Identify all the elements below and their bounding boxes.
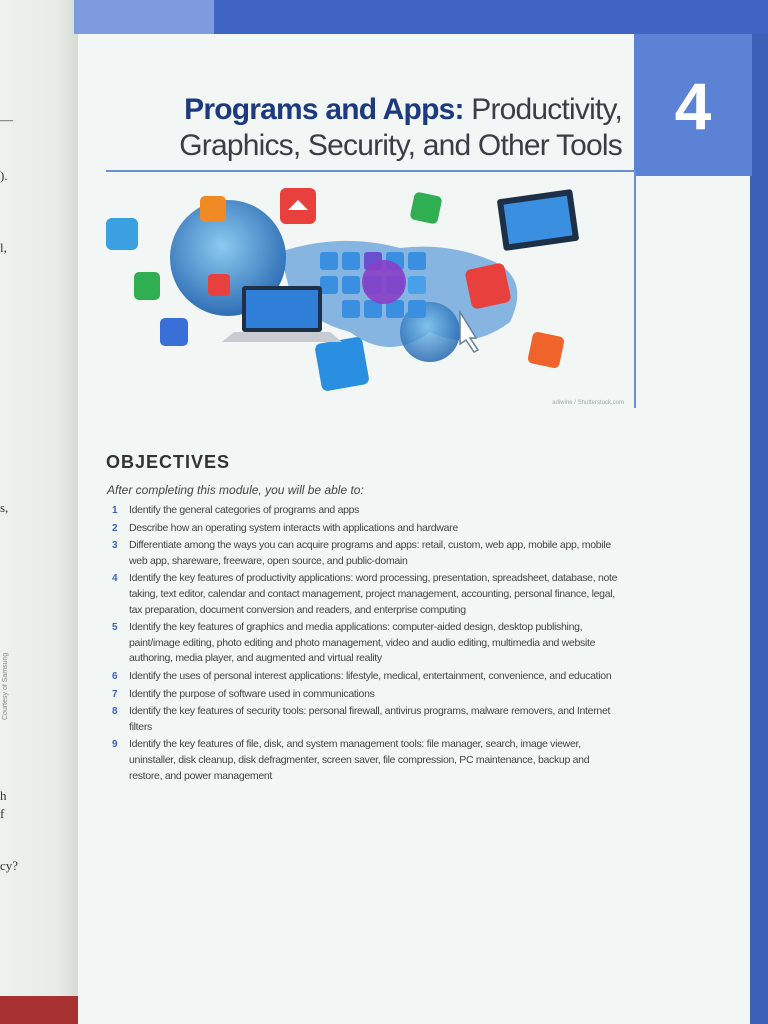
top-band-accent [74, 0, 214, 34]
objective-number: 7 [112, 688, 118, 700]
cart-icon [200, 196, 226, 222]
objective-number: 3 [112, 540, 118, 552]
objective-item [112, 669, 622, 685]
bottom-color-band [0, 996, 90, 1024]
right-page-edge [750, 34, 768, 1024]
gift-cube-icon [409, 191, 442, 224]
objective-text: Identify the key features of file, disk, and system management tools: file manager, search, image viewer, uninstaller, disk cleanup, disk defragmenter, screen saver, file compression, PC maintenance, backup and restore, and power management [129, 738, 590, 782]
camera-icon [160, 318, 188, 346]
left-page-fragment: cy? [0, 858, 19, 873]
monitor-icon [497, 189, 579, 251]
contact-icon [134, 272, 160, 300]
left-page-credit: Courtesy of Samsung [2, 652, 9, 720]
apps-world-illustration [100, 182, 634, 404]
objectives-intro: After completing this module, you will be able to: [107, 483, 364, 497]
left-page-fragment: s, [0, 500, 9, 515]
left-facing-page [0, 0, 84, 1024]
objective-text: Differentiate among the ways you can acquire programs and apps: retail, custom, web app, mobile app, mobile web app, shareware, freeware, open source, and public-domain [129, 539, 611, 567]
email-cube-icon [527, 331, 565, 369]
globe-purple-icon [362, 260, 406, 304]
objective-text: Identify the purpose of software used in communications [129, 687, 375, 700]
chat-icon [106, 218, 138, 250]
objective-text: Describe how an operating system interacts with applications and hardware [129, 521, 458, 534]
objective-number: 5 [112, 622, 118, 634]
objective-text: Identify the key features of security tools: personal firewall, antivirus programs, malware removers, and Internet filters [129, 705, 611, 733]
objective-text: Identify the key features of productivity applications: word processing, presentation, spreadsheet, database, note taking, text editor, calendar and contact management, project management, accounting, personal finance, legal, tax preparation, document conversion and readers, and enterprise computing [129, 572, 618, 616]
objective-item [112, 737, 622, 784]
left-page-fragment: ). [0, 168, 8, 183]
objective-text: Identify the general categories of programs and apps [129, 504, 360, 516]
objective-number: 9 [112, 739, 118, 751]
chapter-title-line2: Graphics, Security, and Other Tools [179, 129, 622, 162]
objective-item [112, 620, 622, 667]
chapter-number: 4 [674, 69, 712, 143]
objective-number: 8 [112, 706, 118, 718]
left-page-fragment: — [0, 112, 13, 127]
chapter-title-bold: Programs and Apps: [184, 93, 464, 126]
chapter-title [130, 92, 622, 164]
left-page-fragment: f [0, 806, 5, 821]
objective-item [112, 503, 622, 519]
objective-number: 1 [112, 505, 118, 516]
illustration-credit: adiwine / Shutterstock.com [552, 400, 624, 406]
objective-number: 6 [112, 670, 118, 682]
objective-text: Identify the uses of personal interest applications: lifestyle, medical, entertainment, convenience, and education [129, 669, 612, 682]
objective-number: 2 [112, 522, 118, 534]
objectives-heading: OBJECTIVES [106, 452, 231, 472]
chapter-title-rest: Productivity, [471, 93, 622, 126]
top-color-band [74, 0, 768, 34]
objective-item [112, 687, 622, 703]
left-page-fragment: l, [0, 240, 7, 255]
objective-item [112, 704, 622, 735]
chat-cube-icon [464, 262, 511, 309]
left-page-fragment: h [0, 788, 7, 803]
objective-item [112, 538, 622, 569]
photo-icon [208, 274, 230, 296]
objective-number: 4 [112, 573, 118, 585]
objectives-list [112, 503, 622, 786]
objective-text: Identify the key features of graphics and media applications: computer-aided design, desktop publishing, paint/image editing, photo editing and photo management, video and audio editing, multimedia and website authoring, media player, and augmented and virtual reality [129, 621, 596, 665]
title-vertical-rule [634, 170, 636, 408]
title-rule [106, 170, 636, 172]
mail-cube-icon [314, 336, 370, 392]
objective-item [112, 571, 622, 618]
objective-item [112, 521, 622, 537]
